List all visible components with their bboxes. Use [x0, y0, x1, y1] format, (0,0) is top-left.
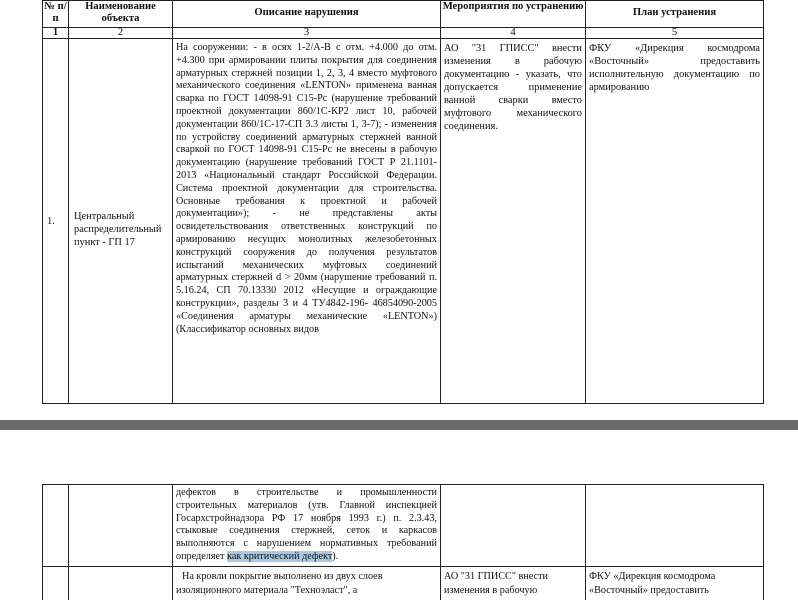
col-border-4-p2 [585, 484, 586, 600]
header-col-description: Описание нарушения [254, 7, 359, 18]
header-col-plan: План устранения [632, 7, 717, 18]
remediation-plan-row2 [589, 570, 760, 598]
col-number-4: 4 [510, 27, 516, 38]
row2-measures-line1: АО "31 ГПИСС" внести [444, 571, 549, 582]
page-gap [0, 420, 798, 430]
object-name: Центральный распределительный пункт - ГП 17 [74, 211, 162, 248]
col-border-2 [172, 0, 173, 404]
row2-plan-line2: «Восточный» предоставить [589, 585, 709, 596]
row2-description-line2: изоляционного материала "Техноэласт", а [176, 585, 358, 596]
document-page-2 [0, 430, 798, 600]
row-divider-p2 [42, 566, 764, 567]
col-border-2-p2 [172, 484, 173, 600]
violation-description: На сооружении: - в осях 1-2/А-В с отм. +4.000 до отм. +4.300 при армировании плиты покрытия для соединения арматурных стержней позиции 1, 2, 3, 4 вместо муфтового механического соединения «LENTON» применена ванная сварка по ГОСТ 14098-91 С15-Рс (нарушение требований проектной документации 860/1С-КР2 лист 10, рабочей документации 860/1С-17-СП 3.3 листы 1, 3-7); - изменения по устройству соединений арматурных стержней ванной сваркой по ГОСТ 14098-91 С15-Рс не внесены в рабочую документацию (нарушение требований ГОСТ Р 21.1101-2013 «Национальный стандарт Российской Федерации. Система проектной документации для строительства. Основные требования к проектной и рабочей документации»); - не представлены акты освидетельствования ответственных конструкций по армированию несущих монолитных железобетонных конструкций сооружения до получения результатов испытаний механических муфтовых соединений арматурных стержней d > 20мм (нарушение требований п. 5.16.24, СП 70.13330 2012 «Несущие и ограждающие конструкции», разделы 3 и 4 ТУ4842-196- 46854090-2005 «Соединения арматуры механические «LENTON») (Классификатор основных видов [176, 42, 437, 335]
remediation-measures-row2 [444, 570, 582, 598]
description-continued-text: дефектов в строительстве и промышленности строительных материалов (утв. Главной инспекцией Госархстройнадзора РФ 17 ноября 1993 г.) п. 2.3.43, стыковые соединения стержней, сеток и каркасов выполняются с нарушением нормативных требований определяет [176, 487, 437, 562]
header-col-number: № п/п [44, 1, 67, 24]
col-border-4 [585, 0, 586, 404]
header-col-measures: Мероприятия по устранению [442, 1, 584, 12]
remediation-measures: АО "31 ГПИСС" внести изменения в рабочую документацию - указать, что допускается применение ванной сварки вместо муфтового механического соединения. [444, 43, 582, 132]
col-border-0-p2 [42, 484, 43, 600]
col-number-5: 5 [671, 27, 678, 38]
col-border-3-p2 [440, 484, 441, 600]
row2-plan-line1: ФКУ «Дирекция космодрома [589, 571, 716, 582]
row-number: 1. [47, 216, 55, 227]
col-border-3 [440, 0, 441, 404]
col-number-1: 1 [52, 27, 59, 38]
table-border-top-p2 [42, 484, 764, 485]
violation-description-row2 [176, 570, 437, 598]
table-border-bottom [42, 403, 764, 404]
col-border-5-p2 [763, 484, 764, 600]
col-number-2: 2 [117, 27, 124, 38]
row2-measures-line2: изменения в рабочую [444, 585, 538, 596]
col-border-1-p2 [68, 484, 69, 600]
violation-description-continued [176, 487, 437, 564]
column-number-divider [42, 38, 764, 39]
col-border-1 [68, 0, 69, 404]
selected-text-highlight[interactable]: как критический дефект [227, 550, 333, 562]
col-border-0 [42, 0, 43, 404]
row2-description-line1: На кровли покрытие выполнено из двух слоев [182, 571, 383, 582]
remediation-plan: ФКУ «Дирекция космодрома «Восточный» предоставить исполнительную документацию по армированию [589, 43, 760, 93]
header-col-object: Наименование объекта [85, 1, 156, 24]
col-border-5 [763, 0, 764, 404]
description-continued-end: ). [332, 550, 339, 562]
col-number-3: 3 [303, 27, 310, 38]
